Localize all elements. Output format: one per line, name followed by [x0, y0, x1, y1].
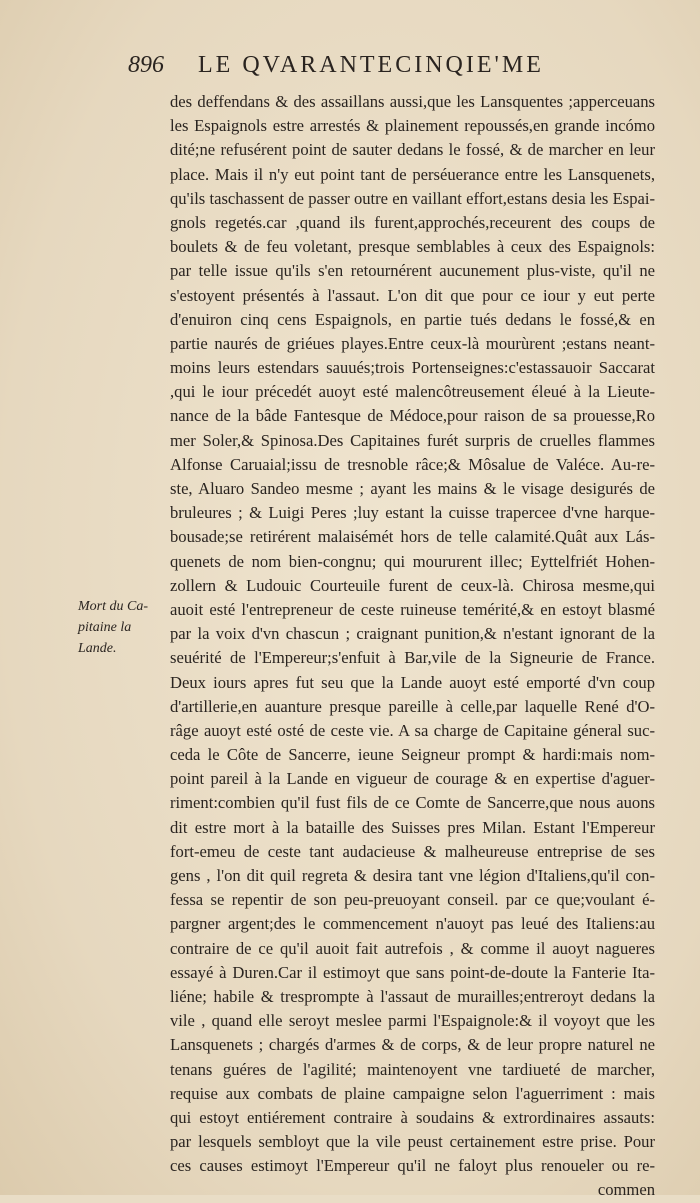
text-line: moins leurs estendars sauués;trois Portenseignes:c'estassauoir Saccarat [170, 358, 655, 378]
chapter-heading: LE QVARANTECINQIE'ME [198, 52, 544, 78]
text-line: partie naurés de griéues playes.Entre ceux-là mourùrent ;estans neant- [170, 333, 655, 353]
text-line: par telle issue qu'ils s'en retournérent aucunement plus-viste, qu'il ne [170, 261, 655, 281]
text-line: bousade;se retirérent malaisémét hors de telle calamité.Quât aux Lás- [170, 527, 655, 547]
text-line: les Espaignols estre arrestés & plainement repoussés,en grande incómo [170, 116, 655, 136]
text-line: dit estre mort à la bataille des Suisses pres Milan. Estant l'Empereur [170, 817, 655, 837]
text-line: pargner argent;des le commencement n'auoyt pas leué des Italiens:au [170, 914, 655, 934]
running-head [128, 52, 658, 82]
text-line: place. Mais il n'y eut point tant de perséuerance entre les Lansquenets, [170, 164, 655, 184]
text-line: ,qui le iour précedét auoyt esté malencôtreusement éleué à la Lieute- [170, 382, 655, 402]
text-line: nance de la bâde Fantesque de Médoce,pour raison de sa prouesse,Ro [170, 406, 655, 426]
text-line: Alfonse Caruaial;issu de tresnoble râce;& Môsalue de Valéce. Au-re- [170, 454, 655, 474]
text-line: par lesquels sembloyt que la vile peust certainement estre prise. Pour [170, 1132, 655, 1152]
marginal-note [78, 596, 158, 659]
text-line: essayé à Duren.Car il estimoyt que sans point-de-doute la Fanterie Ita- [170, 962, 655, 982]
text-line: fessa se repentir de son peu-preuoyant conseil. par ce que;voulant é- [170, 890, 655, 910]
text-line: commen [597, 1180, 655, 1200]
text-line: Lansquenets ; chargés d'armes & de corps, & de leur propre naturel ne [170, 1035, 655, 1055]
text-line: boulets & de feu voletant, presque semblables à ceux des Espaignols: [170, 237, 655, 257]
text-line: ceda le Côte de Sancerre, ieune Seigneur prompt & hardi:mais nom- [170, 745, 655, 765]
body-text [170, 90, 655, 1203]
text-line: gnols regetés.car ,quand ils furent,approchés,receurent des coups de [170, 212, 655, 232]
text-line: requise aux combats de plaine campaigne selon l'aguerriment : mais [170, 1083, 655, 1103]
text-line: qu'ils taschassent de passer outre en vaillant effort,estans desia les Espai- [170, 188, 655, 208]
text-line: s'estoyent présentés à l'assaut. L'on dit que pour ce iour y eut perte [170, 285, 655, 305]
text-line: bruleures ; & Luigi Peres ;luy estant la cuisse trapercee d'vne harque- [170, 503, 655, 523]
text-line: vile , quand elle seroyt meslee parmi l'Espaignole:& il voyoyt que les [170, 1011, 655, 1031]
text-line: d'enuiron cinq cens Espaignols, en partie tués dedans le fossé,& en [170, 309, 655, 329]
text-line: râge auoyt esté osté de ceste vie. A sa charge de Capitaine géneral suc- [170, 720, 655, 740]
text-line: dité;ne refusérent point de sauter dedans le fossé, & de marcher en leur [170, 140, 655, 160]
text-line: Deux iours apres fut seu que la Lande auoyt esté emporté d'vn coup [170, 672, 655, 692]
text-line: d'artillerie,en auanture presque pareille à celle,par laquelle René d'O- [170, 696, 655, 716]
text-line: fort-emeu de ceste tant audacieuse & malheureuse entreprise de ses [170, 841, 655, 861]
page-number: 896 [128, 52, 164, 78]
marginal-note-line: pitaine la [78, 620, 132, 635]
text-line: ste, Aluaro Sandeo mesme ; ayant les mains & le visage desigurés de [170, 479, 655, 498]
text-line: par la voix d'vn chascun ; craignant punition,& n'estant ignorant de la [170, 624, 655, 644]
text-line: tenans guéres de l'agilité; maintenoyent vne tardiueté de marcher, [170, 1059, 655, 1079]
text-line: zollern & Ludouic Courteuile furent de ceux-là. Chirosa mesme,qui [170, 575, 655, 595]
text-line: qui estoyt entiérement contraire à soudains & extrordinaires assauts: [170, 1107, 655, 1127]
marginal-note-line: Mort du Ca- [78, 599, 148, 614]
text-line: contraire de ce qu'il auoit fait autrefois , & comme il auoyt nagueres [170, 938, 655, 958]
text-line: des deffendans & des assaillans aussi,que les Lansquentes ;apperceuans [170, 92, 655, 111]
text-line: liéne; habile & tresprompte à l'assaut de murailles;entreroyt dedans la [170, 986, 655, 1006]
text-line: point pareil à la Lande en vigueur de courage & en expertise d'aguer- [170, 769, 655, 789]
text-line: quenets de nom bien-congnu; qui moururent illec; Eyttelfriét Hohen- [170, 551, 655, 571]
text-line: ces causes estimoyt l'Empereur qu'il ne faloyt plus renoueler ou re- [170, 1156, 655, 1176]
text-line: mer Soler,& Spinosa.Des Capitaines furét surpris de cruelles flammes [170, 430, 655, 450]
text-line: gens , l'on dit quil regreta & desira tant vne légion d'Italiens,qu'il con- [170, 866, 655, 885]
text-line: riment:combien qu'il fust fils de ce Comte de Sancerre,que nous auons [170, 793, 655, 813]
text-line: auoit esté l'entrepreneur de ceste ruineuse temérité,& en estoyt blasmé [170, 599, 655, 619]
marginal-note-line: Lande. [78, 641, 117, 656]
text-line: seuérité de l'Empereur;s'enfuit à Bar,vile de la Signeurie de France. [170, 648, 655, 668]
